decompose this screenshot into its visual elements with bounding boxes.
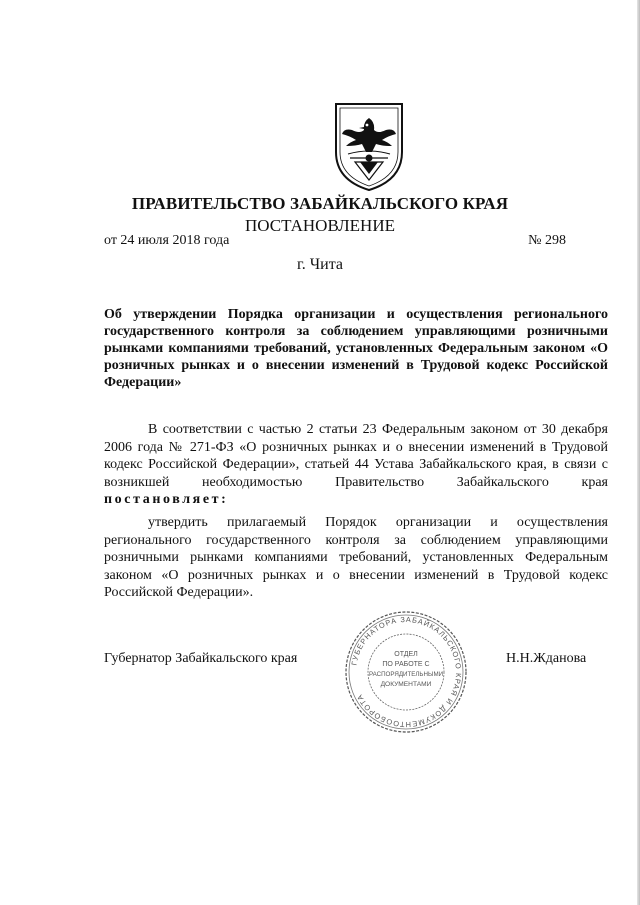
svg-text:РАСПОРЯДИТЕЛЬНЫМИ: РАСПОРЯДИТЕЛЬНЫМИ <box>368 671 444 678</box>
svg-text:ДОКУМЕНТАМИ: ДОКУМЕНТАМИ <box>380 681 432 688</box>
document-subject: Об утверждении Порядка организации и осуществления регионального государственного контроля за соблюдением управляющими розничными рынками компаниями требований, установленных Федеральным законом «О розничных рынках и о внесении изменений в Трудовой кодекс Российской Федерации» <box>104 307 608 390</box>
svg-text:ПО РАБОТЕ С: ПО РАБОТЕ С <box>382 661 430 668</box>
document-date: от 24 июля 2018 года <box>104 233 230 248</box>
stamp-outer-text: ГУБЕРНАТОРА ЗАБАЙКАЛЬСКОГО КРАЯ И ДОКУМЕНТООБОРОТА <box>349 614 464 730</box>
decree-word: постановляет: <box>104 492 229 507</box>
coat-of-arms-icon <box>330 100 408 192</box>
document-number: № 298 <box>528 233 566 248</box>
signer-title: Губернатор Забайкальского края <box>104 651 298 666</box>
official-stamp <box>342 608 470 736</box>
body-paragraph-2: утвердить прилагаемый Порядок организации и осуществления регионального государственного контроля за соблюдением управляющими розничными рынками компаниями требований, установленных Федеральным законом «О розничных рынках и о внесении изменений в Трудовой кодекс Российской Федерации». <box>104 515 608 600</box>
government-title: ПРАВИТЕЛЬСТВО ЗАБАЙКАЛЬСКОГО КРАЯ <box>131 194 509 213</box>
paragraph-1-text: В соответствии с частью 2 статьи 23 Федеральным законом от 30 декабря 2006 года № 271-ФЗ «О розничных рынках и о внесении изменений в Трудовой кодекс Российской Федерации», статьей 44 Устава Забайкальского края, в связи с возникшей необходимостью Правительство Забайкальского края <box>104 422 608 490</box>
document-type: ПОСТАНОВЛЕНИЕ <box>244 216 395 235</box>
signer-name: Н.Н.Жданова <box>506 651 587 666</box>
body-paragraph-1 <box>104 421 608 509</box>
document-city: г. Чита <box>296 256 343 273</box>
svg-text:ОТДЕЛ: ОТДЕЛ <box>394 651 418 658</box>
